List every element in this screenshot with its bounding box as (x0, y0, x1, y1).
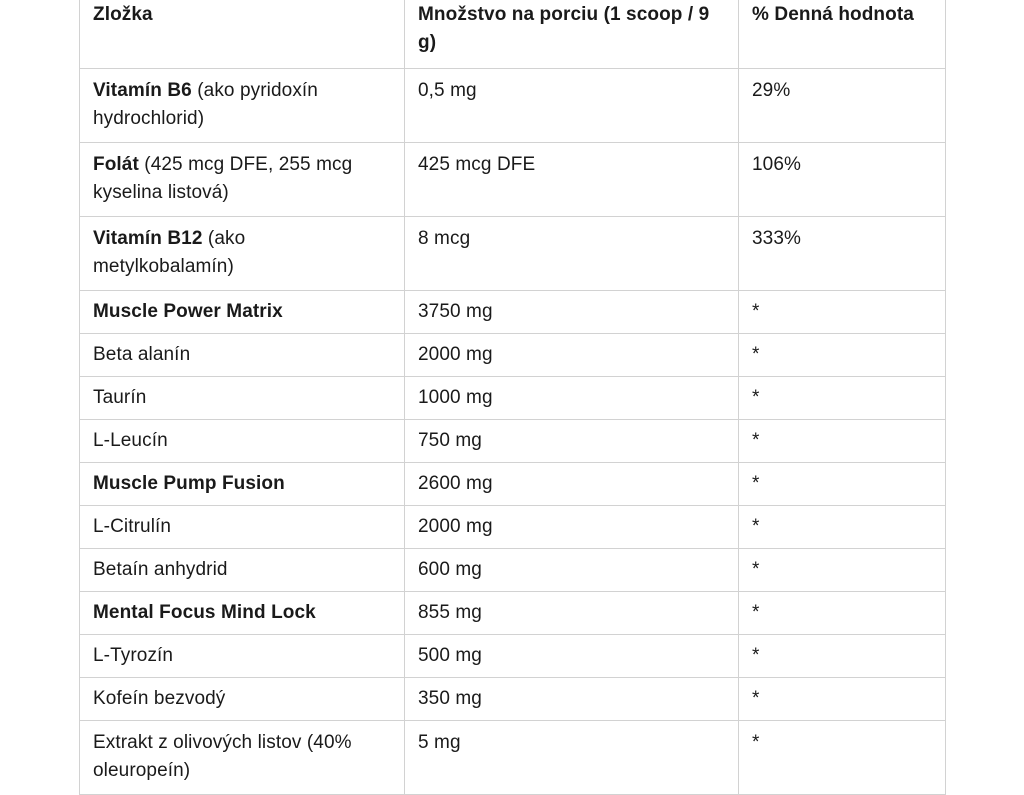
ingredient-name: Vitamín B6 (93, 80, 192, 101)
table-row (80, 291, 946, 334)
daily-value-cell: * (739, 463, 946, 506)
amount-cell: 2000 mg (405, 506, 739, 549)
ingredient-name: Extrakt z olivových listov (40% oleuropeín) (93, 732, 352, 781)
amount-cell: 425 mcg DFE (405, 143, 739, 217)
daily-value-cell: * (739, 377, 946, 420)
ingredient-cell (80, 143, 405, 217)
table-row (80, 463, 946, 506)
amount-cell: 600 mg (405, 549, 739, 592)
daily-value-cell: * (739, 635, 946, 678)
table-header-row (80, 0, 946, 69)
ingredient-name: L-Leucín (93, 430, 168, 451)
ingredient-name: L-Citrulín (93, 516, 172, 537)
ingredient-cell (80, 420, 405, 463)
ingredient-name: Muscle Power Matrix (93, 301, 283, 322)
daily-value-cell: * (739, 420, 946, 463)
daily-value-cell: * (739, 506, 946, 549)
amount-cell: 855 mg (405, 592, 739, 635)
table-body (80, 69, 946, 795)
ingredient-name: Vitamín B12 (93, 228, 203, 249)
daily-value-cell: * (739, 334, 946, 377)
ingredient-detail: (ako metylkobalamín) (93, 228, 246, 277)
amount-cell: 350 mg (405, 678, 739, 721)
ingredient-name: Muscle Pump Fusion (93, 473, 285, 494)
header-ingredient: Zložka (80, 0, 405, 69)
ingredient-cell (80, 592, 405, 635)
ingredient-cell (80, 549, 405, 592)
amount-cell: 8 mcg (405, 217, 739, 291)
table-row (80, 721, 946, 795)
table-row (80, 69, 946, 143)
header-amount: Množstvo na porciu (1 scoop / 9 g) (405, 0, 739, 69)
nutrition-table-container (79, 0, 945, 795)
amount-cell: 5 mg (405, 721, 739, 795)
daily-value-cell: 29% (739, 69, 946, 143)
table-row (80, 143, 946, 217)
amount-cell: 2600 mg (405, 463, 739, 506)
ingredient-cell (80, 217, 405, 291)
table-row (80, 506, 946, 549)
ingredient-name: Beta alanín (93, 344, 191, 365)
ingredient-cell (80, 463, 405, 506)
ingredient-name: Mental Focus Mind Lock (93, 602, 316, 623)
daily-value-cell: 333% (739, 217, 946, 291)
ingredient-detail: (ako pyridoxín hydrochlorid) (93, 80, 318, 129)
table-row (80, 377, 946, 420)
table-row (80, 334, 946, 377)
table-row (80, 217, 946, 291)
daily-value-cell: * (739, 678, 946, 721)
ingredient-name: L-Tyrozín (93, 645, 174, 666)
ingredient-name: Folát (93, 154, 139, 175)
table-row (80, 635, 946, 678)
ingredient-cell (80, 291, 405, 334)
ingredient-name: Taurín (93, 387, 147, 408)
header-daily-value: % Denná hodnota (739, 0, 946, 69)
ingredient-cell (80, 678, 405, 721)
table-row (80, 678, 946, 721)
ingredient-name: Betaín anhydrid (93, 559, 228, 580)
amount-cell: 1000 mg (405, 377, 739, 420)
daily-value-cell: * (739, 721, 946, 795)
amount-cell: 500 mg (405, 635, 739, 678)
ingredient-cell (80, 69, 405, 143)
daily-value-cell: * (739, 592, 946, 635)
table-row (80, 420, 946, 463)
ingredient-cell (80, 334, 405, 377)
ingredient-cell (80, 635, 405, 678)
nutrition-table (79, 0, 946, 795)
ingredient-cell (80, 506, 405, 549)
ingredient-name: Kofeín bezvodý (93, 688, 226, 709)
ingredient-cell (80, 377, 405, 420)
table-row (80, 549, 946, 592)
amount-cell: 3750 mg (405, 291, 739, 334)
ingredient-cell (80, 721, 405, 795)
daily-value-cell: 106% (739, 143, 946, 217)
amount-cell: 2000 mg (405, 334, 739, 377)
amount-cell: 0,5 mg (405, 69, 739, 143)
daily-value-cell: * (739, 549, 946, 592)
ingredient-detail: (425 mcg DFE, 255 mcg kyselina listová) (93, 154, 353, 203)
daily-value-cell: * (739, 291, 946, 334)
amount-cell: 750 mg (405, 420, 739, 463)
table-row (80, 592, 946, 635)
